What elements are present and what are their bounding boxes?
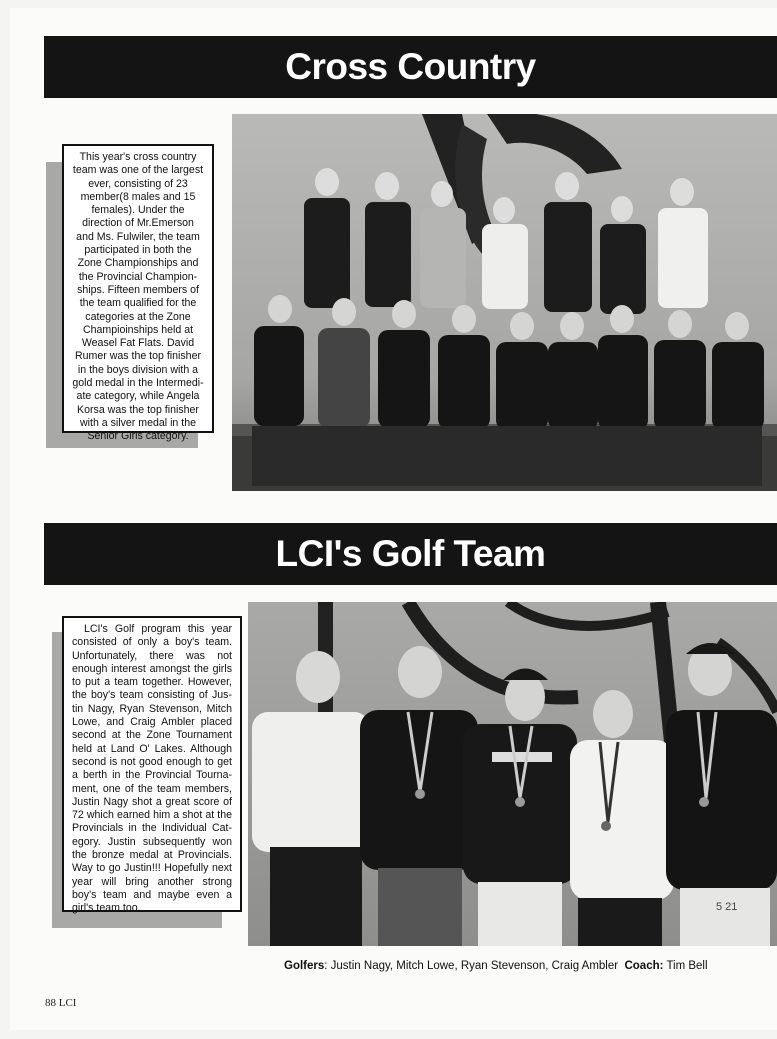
cross-country-team-photo <box>232 114 777 491</box>
cross-country-textbox: This year's cross country team was one of the largest ever, consisting of 23 member(8 males and 15 females). Under the direction of Mr.Emerson and Ms. Fulwiler, the team participated in both the Zone Championships and the Provincial Champion-ships. Fifteen members of the team qualified for the categories at the Zone Champioinships held at Weasel Fat Flats. David Rumer was the top finisher in the boys division with a gold medal in the Intermedi-ate category, while Angela Korsa was the top finisher with a silver medal in the Senior Girls category. <box>62 144 214 433</box>
page-folio: 88 LCI <box>45 997 77 1009</box>
photo-date-stamp: 5 21 <box>716 901 738 913</box>
caption-golfers-label: Golfers <box>284 960 325 972</box>
caption-coach-label: Coach: <box>624 960 664 972</box>
golf-photo-caption <box>284 960 708 972</box>
caption-golfers-names: : Justin Nagy, Mitch Lowe, Ryan Stevenson, Craig Ambler <box>324 960 619 972</box>
caption-coach-name: Tim Bell <box>663 960 708 972</box>
golf-team-banner: LCI's Golf Team <box>44 523 777 585</box>
golf-photo-illustration <box>248 602 777 946</box>
golf-textbox: LCI's Golf program this year consisted of only a boy's team. Unfortunately, there was not enough interest amongst the girls to put a team together. However, the boy's team consisting of Jus-tin Nagy, Ryan Stevenson, Mitch Lowe, and Craig Ambler placed second at the Zone Tournament held at Land O' Lakes. Although second is not good enough to get a berth in the Provincial Tourna-ment, one of the team members, Justin Nagy shot a great score of 72 which earned him a shot at the Provincials in the Individual Cat-egory. Justin subsequently won the bronze medal at Provincials. Way to go Justin!!! Hopefully next year will bring another strong boy's team and maybe even a girl's team too. <box>62 616 242 912</box>
cross-country-photo-illustration <box>232 114 777 491</box>
cross-country-banner: Cross Country <box>44 36 777 98</box>
golf-team-photo <box>248 602 777 946</box>
